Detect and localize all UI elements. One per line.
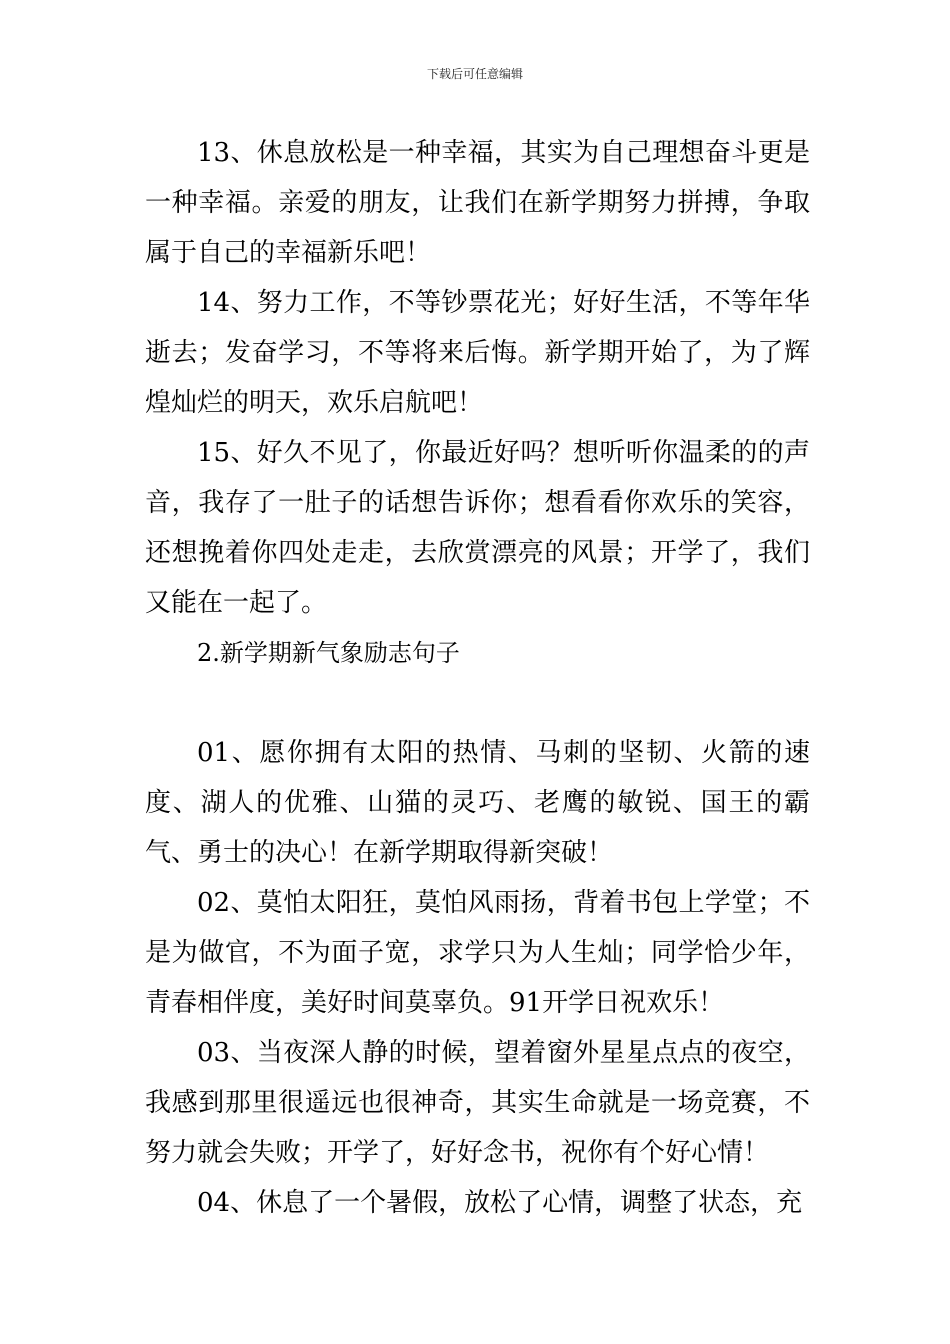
- paragraph-13: 13、休息放松是一种幸福，其实为自己理想奋斗更是一种幸福。亲爱的朋友，让我们在新学期努力拼搏，争取属于自己的幸福新乐吧！: [145, 138, 810, 268]
- section-heading: 2.新学期新气象励志句子: [197, 639, 460, 667]
- document-body: [145, 128, 810, 1228]
- paragraph-04: 04、休息了一个暑假，放松了心情，调整了状态，充: [197, 1188, 803, 1218]
- paragraph-15: 15、好久不见了，你最近好吗？想听听你温柔的的声音，我存了一肚子的话想告诉你；想看看你欢乐的笑容，还想挽着你四处走走，去欣赏漂亮的风景；开学了，我们又能在一起了。: [145, 438, 810, 618]
- paragraph-01: 01、愿你拥有太阳的热情、马刺的坚韧、火箭的速度、湖人的优雅、山猫的灵巧、老鹰的敏锐、国王的霸气、勇士的决心！在新学期取得新突破！: [145, 738, 810, 868]
- paragraph-02: 02、莫怕太阳狂，莫怕风雨扬，背着书包上学堂；不是为做官，不为面子宽，求学只为人生灿；同学恰少年，青春相伴度，美好时间莫辜负。91开学日祝欢乐！: [145, 888, 810, 1018]
- page-header: 下载后可任意编辑: [426, 67, 523, 81]
- paragraph-14: 14、努力工作，不等钞票花光；好好生活，不等年华逝去；发奋学习，不等将来后悔。新学期开始了，为了辉煌灿烂的明天，欢乐启航吧！: [145, 288, 810, 418]
- blank-line: [145, 678, 810, 728]
- paragraph-03: 03、当夜深人静的时候，望着窗外星星点点的夜空，我感到那里很遥远也很神奇，其实生命就是一场竞赛，不努力就会失败；开学了，好好念书，祝你有个好心情！: [145, 1038, 810, 1168]
